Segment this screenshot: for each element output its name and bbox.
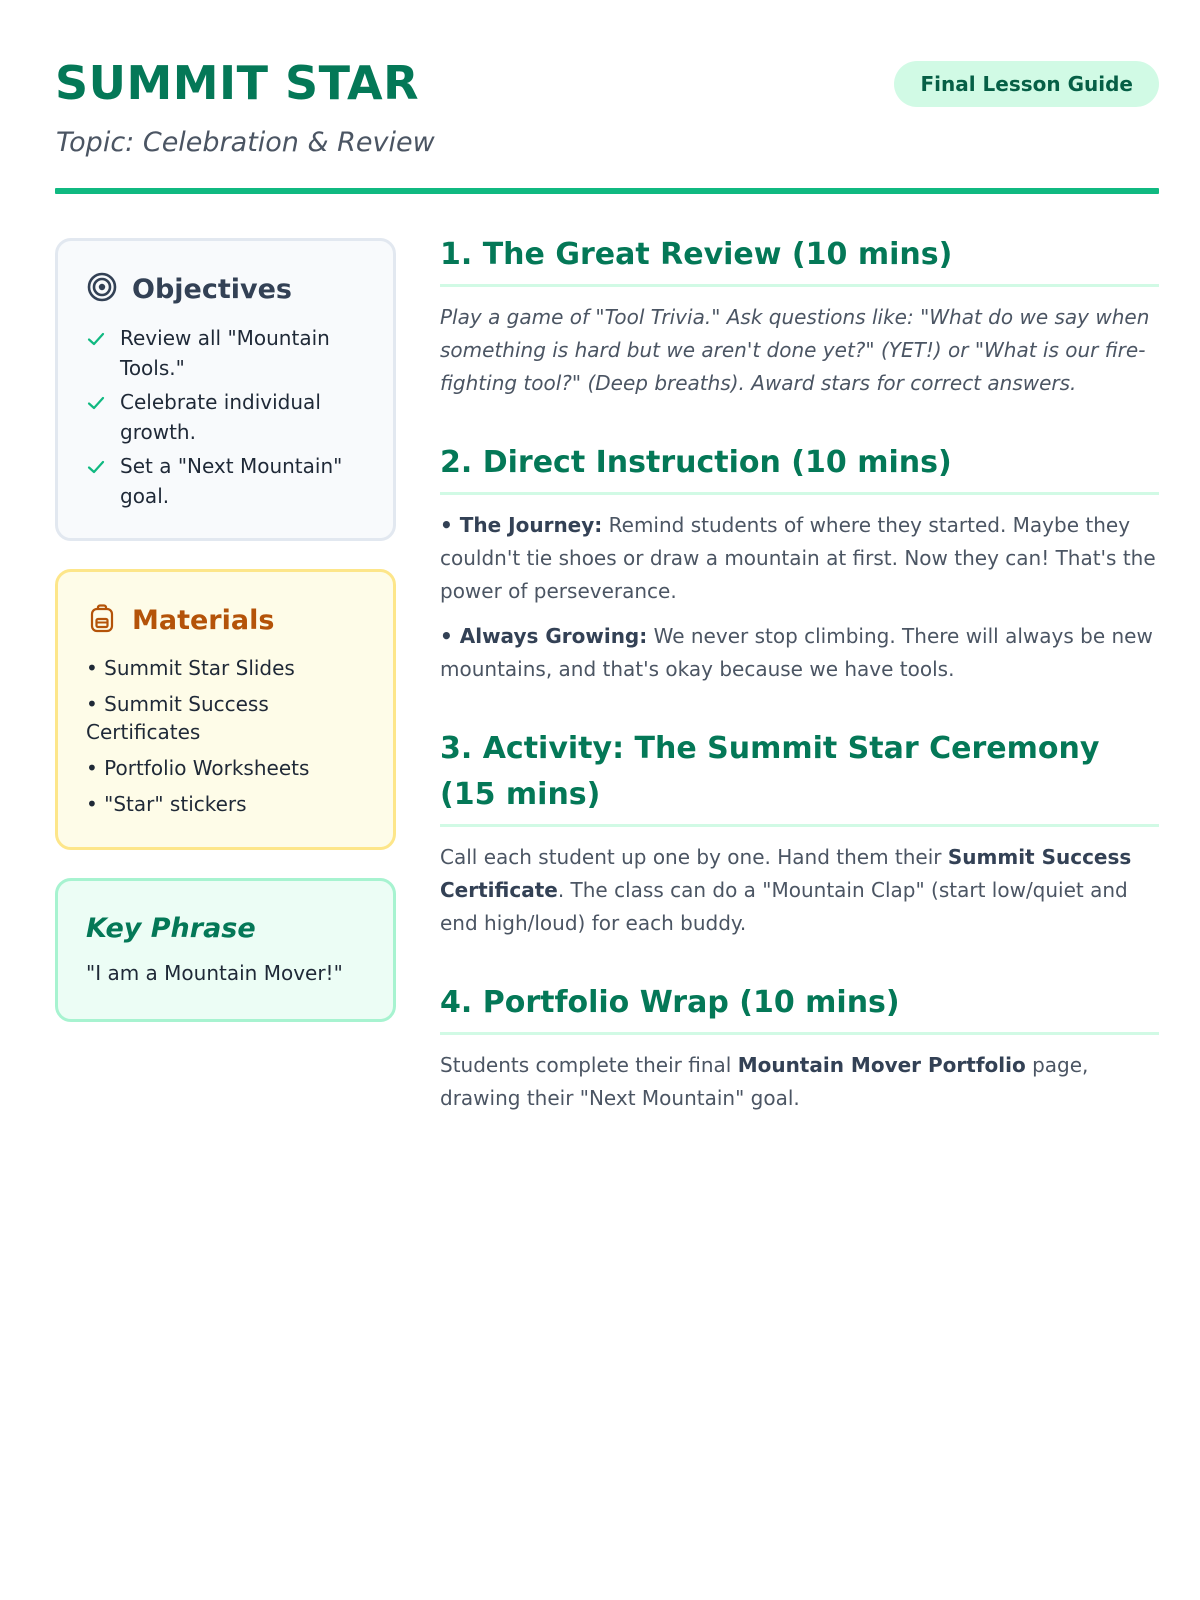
materials-header bbox=[86, 600, 365, 640]
point-lead: • The Journey: bbox=[440, 513, 603, 537]
key-phrase-title: Key Phrase bbox=[86, 913, 256, 944]
body-text: page, drawing their "Next Mountain" goal. bbox=[440, 1053, 1089, 1110]
lesson-page bbox=[55, 55, 1159, 1110]
check-icon bbox=[86, 387, 120, 421]
instruction-point bbox=[440, 620, 1159, 686]
point-text: We never stop climbing. There will always be new mountains, and that's okay because we have tools. bbox=[440, 624, 1153, 681]
material-item: • Summit Success Certificates bbox=[86, 692, 269, 744]
page-title: SUMMIT STAR bbox=[55, 56, 419, 110]
key-phrase-text: "I am a Mountain Mover!" bbox=[86, 961, 343, 985]
check-icon bbox=[86, 323, 120, 357]
key-phrase-card bbox=[55, 878, 396, 1022]
material-item: • Summit Star Slides bbox=[86, 656, 295, 680]
section-heading: 1. The Great Review (10 mins) bbox=[440, 232, 1159, 287]
material-item: • "Star" stickers bbox=[86, 792, 247, 816]
section-body bbox=[440, 1049, 1159, 1115]
body-text: Students complete their final bbox=[440, 1053, 738, 1077]
page-header bbox=[55, 55, 1159, 195]
point-lead: • Always Growing: bbox=[440, 624, 648, 648]
section-body: Play a game of "Tool Trivia." Ask questions like: "What do we say when something is hard but we aren't done yet?" (YET!) or "What is our fire-fighting tool?" (Deep breaths). Award stars for correct answers. bbox=[440, 305, 1150, 395]
section-direct-instruction bbox=[440, 440, 1159, 686]
objective-text: Review all "Mountain Tools." bbox=[120, 326, 330, 380]
objectives-list bbox=[86, 323, 365, 511]
section-great-review bbox=[440, 232, 1159, 400]
header-divider bbox=[55, 188, 1159, 194]
objective-item bbox=[86, 451, 365, 511]
lesson-content bbox=[440, 232, 1159, 1155]
section-portfolio-wrap bbox=[440, 980, 1159, 1115]
section-heading: 3. Activity: The Summit Star Ceremony (15 mins) bbox=[440, 726, 1159, 827]
point-text: Remind students of where they started. Maybe they couldn't tie shoes or draw a mountain at first. Now they can! That's the power of perseverance. bbox=[440, 513, 1156, 603]
check-icon bbox=[86, 451, 120, 485]
section-ceremony bbox=[440, 726, 1159, 940]
section-heading: 2. Direct Instruction (10 mins) bbox=[440, 440, 1159, 495]
materials-card bbox=[55, 569, 396, 850]
section-body bbox=[440, 841, 1159, 940]
objective-item bbox=[86, 387, 365, 447]
body-bold: Mountain Mover Portfolio bbox=[737, 1053, 1026, 1077]
sidebar bbox=[55, 238, 396, 1050]
section-heading: 4. Portfolio Wrap (10 mins) bbox=[440, 980, 1159, 1035]
lesson-badge: Final Lesson Guide bbox=[894, 61, 1159, 107]
body-text: . The class can do a "Mountain Clap" (start low/quiet and end high/loud) for each buddy. bbox=[440, 878, 1128, 935]
objective-item bbox=[86, 323, 365, 383]
page-subtitle: Topic: Celebration & Review bbox=[56, 127, 435, 158]
target-icon bbox=[86, 271, 118, 307]
instruction-point bbox=[440, 509, 1159, 608]
body-bold: Summit Success Certificate bbox=[440, 845, 1132, 902]
material-item: • Portfolio Worksheets bbox=[86, 756, 310, 780]
objectives-header bbox=[86, 269, 365, 309]
objective-text: Celebrate individual growth. bbox=[120, 390, 321, 444]
objectives-title: Objectives bbox=[132, 273, 292, 305]
backpack-icon bbox=[86, 602, 118, 638]
objectives-card bbox=[55, 238, 396, 541]
body-text: Call each student up one by one. Hand them their bbox=[440, 845, 948, 869]
materials-title: Materials bbox=[132, 604, 275, 636]
objective-text: Set a "Next Mountain" goal. bbox=[120, 454, 343, 508]
materials-list bbox=[86, 654, 365, 818]
